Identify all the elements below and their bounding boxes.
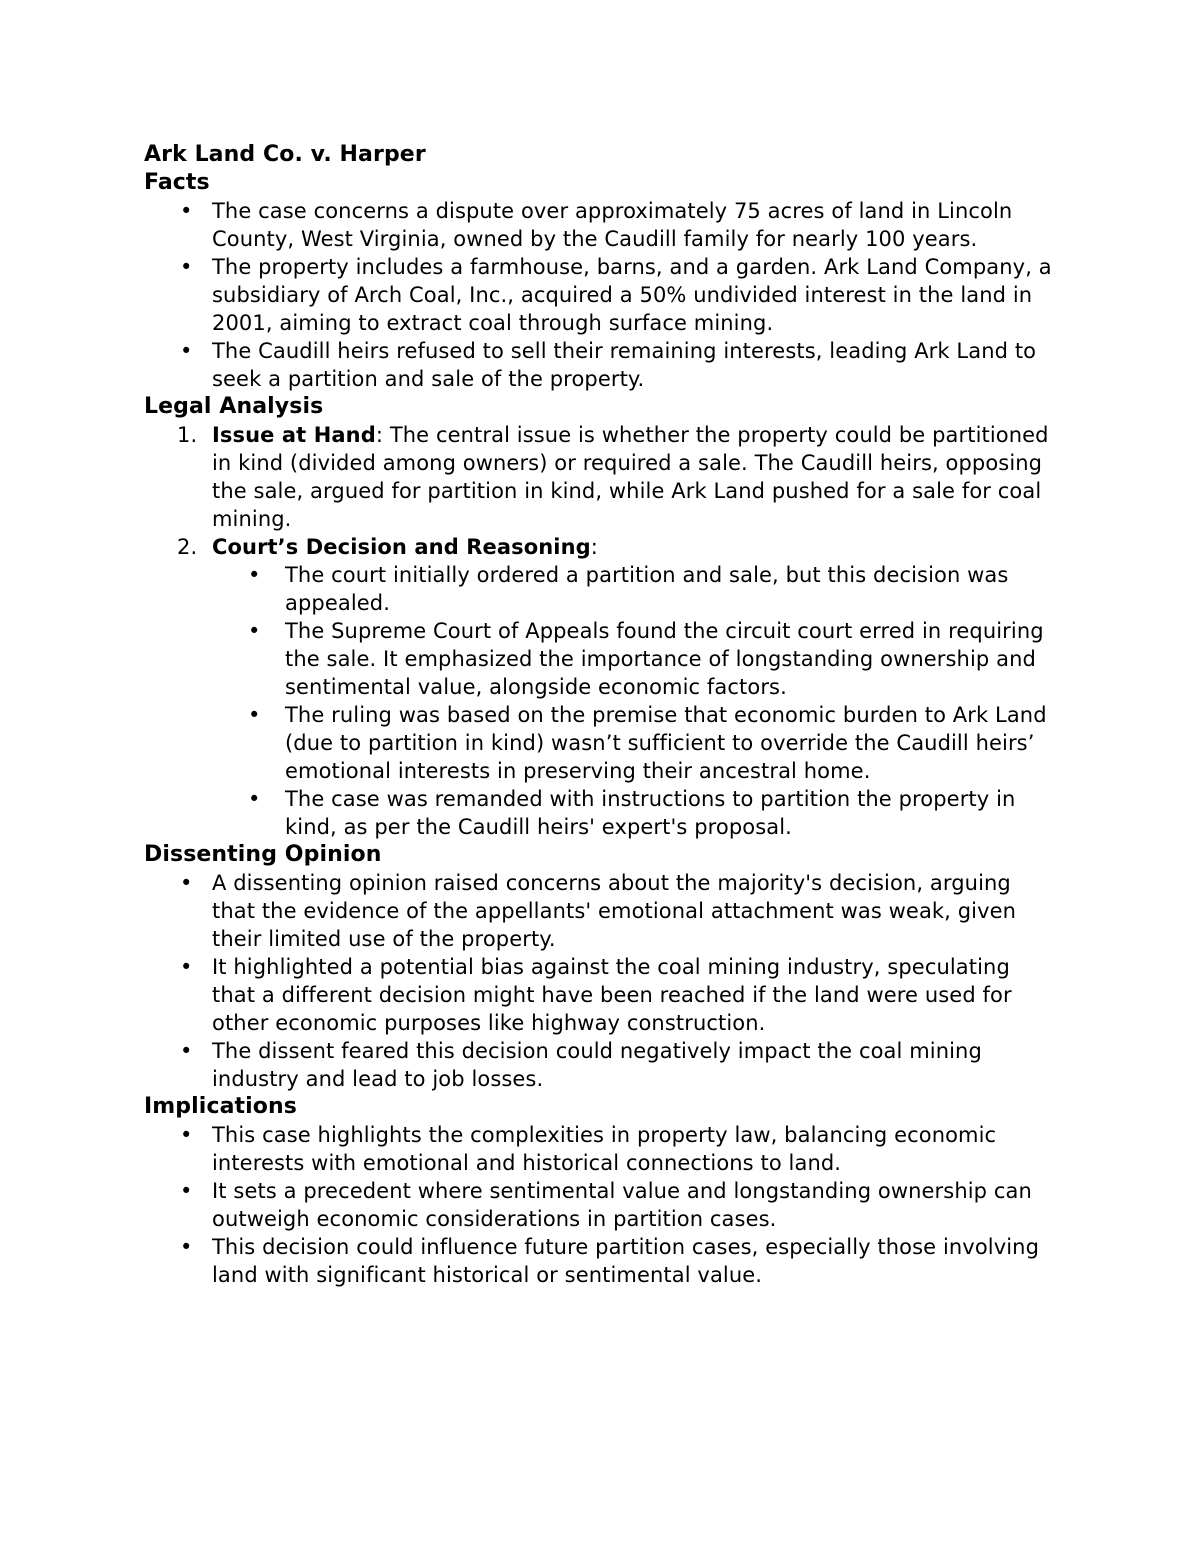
section-heading-legal-analysis: Legal Analysis bbox=[144, 394, 324, 419]
list-item bbox=[144, 1121, 1059, 1177]
list-item-text bbox=[212, 533, 1059, 561]
list-item bbox=[144, 337, 1059, 393]
list-item-text: It highlighted a potential bias against the coal mining industry, speculating that a different decision might have been reached if the land were used for other economic purposes like highway construction. bbox=[212, 955, 1012, 1035]
sub-list-item bbox=[144, 561, 1059, 617]
bullet-icon: • bbox=[180, 955, 193, 979]
list-number: 1. bbox=[177, 423, 205, 447]
section-heading-implications: Implications bbox=[144, 1094, 297, 1119]
bullet-icon: • bbox=[180, 255, 193, 279]
bullet-icon: • bbox=[248, 787, 261, 811]
section-heading-dissenting-opinion: Dissenting Opinion bbox=[144, 842, 382, 867]
list-item bbox=[144, 1177, 1059, 1233]
bullet-icon: • bbox=[248, 703, 261, 727]
list-item-text: It sets a precedent where sentimental value and longstanding ownership can outweigh economic considerations in partition cases. bbox=[212, 1179, 1032, 1231]
list-item-text: The property includes a farmhouse, barns, and a garden. Ark Land Company, a subsidiary of Arch Coal, Inc., acquired a 50% undivided interest in the land in 2001, aiming to extract coal through surface mining. bbox=[212, 255, 1052, 335]
list-number: 2. bbox=[177, 535, 205, 559]
sub-list-item bbox=[144, 701, 1059, 785]
list-item-text: The dissent feared this decision could negatively impact the coal mining industry and lead to job losses. bbox=[212, 1039, 982, 1091]
bullet-icon: • bbox=[248, 563, 261, 587]
list-item-text: The court initially ordered a partition and sale, but this decision was appealed. bbox=[285, 563, 1009, 615]
document-title: Ark Land Co. v. Harper bbox=[144, 142, 426, 167]
list-item-text: The Supreme Court of Appeals found the circuit court erred in requiring the sale. It emphasized the importance of longstanding ownership and sentimental value, alongside economic factors. bbox=[285, 619, 1044, 699]
bullet-icon: • bbox=[180, 1179, 193, 1203]
bullet-icon: • bbox=[180, 199, 193, 223]
document-body bbox=[144, 141, 1059, 1289]
list-item bbox=[144, 953, 1059, 1037]
list-item bbox=[144, 197, 1059, 253]
bullet-icon: • bbox=[180, 1235, 193, 1259]
list-item-text: The case concerns a dispute over approximately 75 acres of land in Lincoln County, West Virginia, owned by the Caudill family for nearly 100 years. bbox=[212, 199, 1013, 251]
section-heading-facts: Facts bbox=[144, 170, 210, 195]
bullet-icon: • bbox=[248, 619, 261, 643]
numbered-item bbox=[144, 533, 1059, 561]
list-item-text: The ruling was based on the premise that economic burden to Ark Land (due to partition in kind) wasn’t sufficient to override the Caudill heirs’ emotional interests in preserving their ancestral home. bbox=[285, 703, 1047, 783]
list-item bbox=[144, 1037, 1059, 1093]
list-item bbox=[144, 253, 1059, 337]
list-item-rest: : bbox=[590, 535, 598, 559]
bullet-icon: • bbox=[180, 339, 193, 363]
list-item-bold-lead: Court’s Decision and Reasoning bbox=[212, 535, 591, 559]
sub-list-item bbox=[144, 617, 1059, 701]
list-item-text: A dissenting opinion raised concerns about the majority's decision, arguing that the evidence of the appellants' emotional attachment was weak, given their limited use of the property. bbox=[212, 871, 1017, 951]
list-item-bold-lead: Issue at Hand bbox=[212, 423, 376, 447]
list-item-text: This decision could influence future partition cases, especially those involving land with significant historical or sentimental value. bbox=[212, 1235, 1040, 1287]
sub-list-item bbox=[144, 785, 1059, 841]
bullet-icon: • bbox=[180, 1123, 193, 1147]
bullet-icon: • bbox=[180, 1039, 193, 1063]
bullet-icon: • bbox=[180, 871, 193, 895]
list-item-text: This case highlights the complexities in property law, balancing economic interests with emotional and historical connections to land. bbox=[212, 1123, 997, 1175]
list-item-rest: : The central issue is whether the property could be partitioned in kind (divided among owners) or required a sale. The Caudill heirs, opposing the sale, argued for partition in kind, while Ark Land pushed for a sale for coal mining. bbox=[212, 423, 1049, 531]
list-item-text: The case was remanded with instructions to partition the property in kind, as per the Caudill heirs' expert's proposal. bbox=[285, 787, 1016, 839]
list-item-text: The Caudill heirs refused to sell their remaining interests, leading Ark Land to seek a partition and sale of the property. bbox=[212, 339, 1037, 391]
list-item bbox=[144, 1233, 1059, 1289]
numbered-item bbox=[144, 421, 1059, 533]
list-item bbox=[144, 869, 1059, 953]
list-item-text bbox=[212, 421, 1059, 533]
